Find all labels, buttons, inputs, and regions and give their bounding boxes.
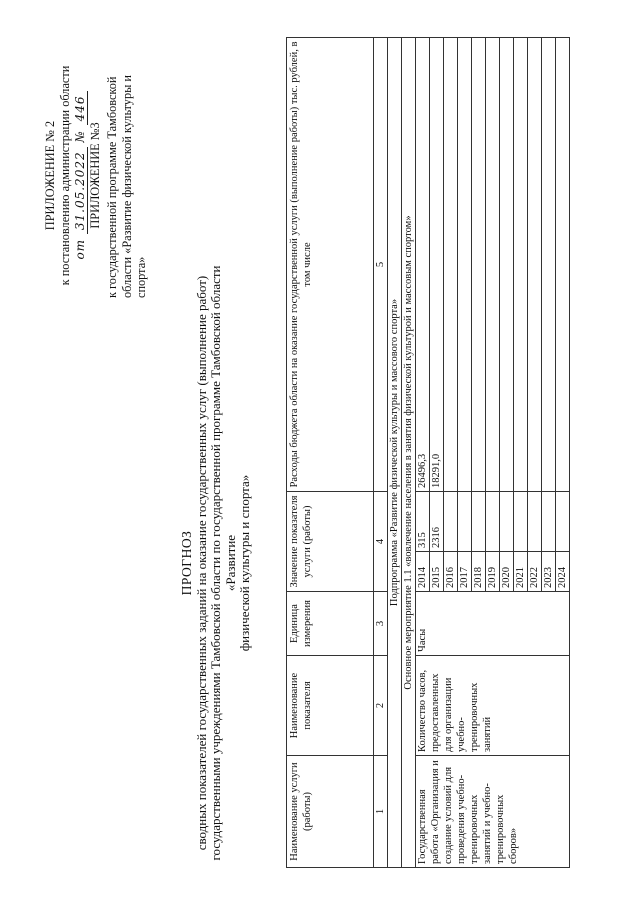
column-number: 2: [374, 656, 388, 756]
subprogram-title: Подпрограмма «Развитие физической культуры и массового спорта»: [388, 38, 402, 868]
heading-line: сводных показателей государственных заданий на оказание государственных услуг (выполнение работ): [193, 275, 209, 851]
heading-line: физической культуры и спорта»: [237, 474, 252, 652]
number-prefix: №: [73, 130, 87, 143]
table-header-row: [287, 38, 374, 868]
unit-cell: Часы: [416, 592, 570, 656]
main-event-row: [402, 38, 416, 868]
program-reference: [105, 53, 149, 298]
value-cell: [556, 492, 570, 552]
expense-cell: [514, 38, 528, 492]
forecast-table: [286, 37, 570, 868]
expense-cell: [556, 38, 570, 492]
column-number-row: [374, 38, 388, 868]
indicator-name-cell: Количество часов, предоставленных для организации учебно-тренировочных занятий: [416, 656, 570, 756]
year-cell: 2017: [458, 552, 472, 592]
heading-title: ПРОГНОЗ: [179, 530, 194, 596]
value-cell: [542, 492, 556, 552]
value-cell: 315: [416, 492, 430, 552]
table-row: [416, 38, 430, 868]
value-cell: [458, 492, 472, 552]
header-cell: Значение показателя услуги (работы): [287, 492, 374, 592]
appendix3-title: ПРИЛОЖЕНИЕ №3: [88, 122, 102, 229]
header-cell: Единица измерения: [287, 592, 374, 656]
year-cell: 2024: [556, 552, 570, 592]
column-number: 1: [374, 756, 388, 868]
program-line: области «Развитие физической культуры и: [119, 74, 134, 298]
appendix-title: ПРИЛОЖЕНИЕ № 2: [43, 120, 57, 231]
expense-cell: [500, 38, 514, 492]
column-number: 4: [374, 492, 388, 592]
year-cell: 2023: [542, 552, 556, 592]
document-sheet: [0, 18, 640, 893]
value-cell: [444, 492, 458, 552]
value-cell: [472, 492, 486, 552]
value-cell: [500, 492, 514, 552]
expense-cell: [542, 38, 556, 492]
column-number: 5: [374, 38, 388, 492]
year-cell: 2022: [528, 552, 542, 592]
header-cell: Наименование услуги (работы): [287, 756, 374, 868]
value-cell: 2316: [430, 492, 444, 552]
decree-reference: к постановлению администрации области: [58, 65, 72, 286]
expense-cell: [458, 38, 472, 492]
date-prefix: от: [73, 238, 87, 260]
handwritten-date: 31.05.2022: [73, 147, 88, 234]
appendix-block: [43, 53, 149, 298]
year-cell: 2021: [514, 552, 528, 592]
expense-cell: 18291,0: [430, 38, 444, 492]
program-line: спорта»: [134, 256, 148, 298]
document-heading: [180, 263, 253, 863]
column-number: 3: [374, 592, 388, 656]
service-name-cell: Государственная работа «Организация и создание условий для проведения учебно-тренировочных занятий и учебно-тренировочных сборов»: [416, 756, 570, 868]
header-cell: Наименование показателя: [287, 656, 374, 756]
value-cell: [514, 492, 528, 552]
year-cell: 2018: [472, 552, 486, 592]
value-cell: [486, 492, 500, 552]
expense-cell: [486, 38, 500, 492]
program-line: к государственной программе Тамбовской: [105, 76, 119, 298]
expense-cell: [444, 38, 458, 492]
year-cell: 2020: [500, 552, 514, 592]
handwritten-number: 446: [73, 91, 88, 125]
expense-cell: [472, 38, 486, 492]
expense-cell: [528, 38, 542, 492]
year-cell: 2014: [416, 552, 430, 592]
year-cell: 2016: [444, 552, 458, 592]
heading-line: государственными учреждениями Тамбовской области по государственной программе Тамбовской области «Развитие: [208, 265, 238, 861]
year-cell: 2019: [486, 552, 500, 592]
year-cell: 2015: [430, 552, 444, 592]
subprogram-row: [388, 38, 402, 868]
main-event-title: Основное мероприятие 1.1 «вовлечение населения в занятия физической культурой и массовым спортом»: [402, 38, 416, 868]
header-cell: Расходы бюджета области на оказание государственной услуги (выполнение работы) тыс. рублей, в том числе: [287, 38, 374, 492]
handwritten-date-line: [73, 53, 88, 298]
value-cell: [528, 492, 542, 552]
expense-cell: 26496,3: [416, 38, 430, 492]
